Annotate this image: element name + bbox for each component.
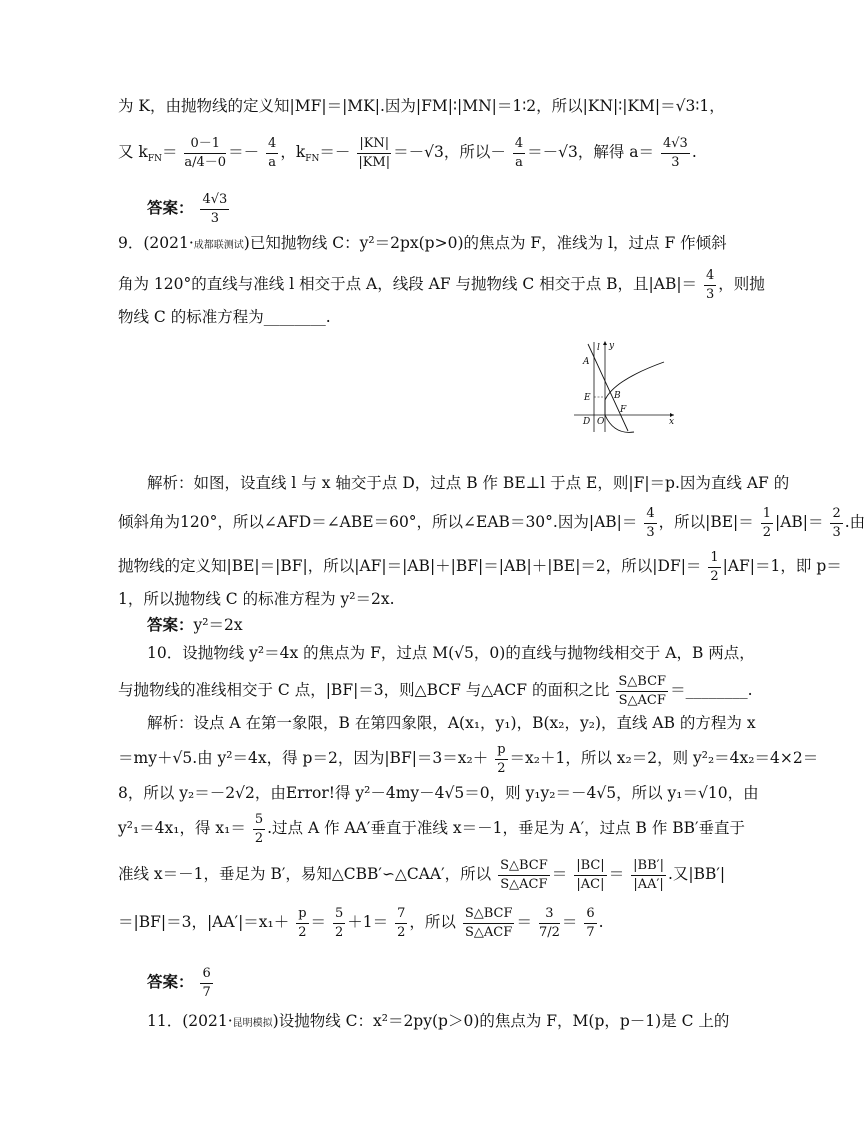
fraction: $\frac{5}{2}$ — [334, 905, 344, 940]
question-line: 11．(2021·昆明模拟)设抛物线 C：x²＝2py(p＞0)的焦点为 F，M(p，p－1)是 C 上的 — [147, 1012, 730, 1030]
solution-line: 抛物线的定义知|BE|＝|BF|，所以|AF|＝|AB|＋|BF|＝|AB|＋|BE|＝2，所以|DF|＝ $\frac{1}{2}$ |AF|＝1，即 p＝ — [118, 549, 842, 584]
fraction: $\frac{6}{7}$ — [586, 905, 595, 940]
axis-label: y — [609, 341, 615, 351]
point-label: F — [620, 405, 627, 415]
answer-line: 答案： $\frac{6}{7}$ — [147, 965, 211, 1000]
point-label: O — [597, 417, 605, 427]
text-line: 又 $k_{FN}=$ $\frac{0-1}{a/4-0}$ ＝－ $\frac{4}{a}$ ，$k_{FN}=-$ $\frac{|KN|}{|KM|}$ ＝－√3，所以－ $\frac{4}{a}$ ＝－√3，解得 a＝ $\frac{4√3}{3}$ . — [118, 135, 697, 170]
solution-line: ＝|BF|＝3，|AA′|＝x₁＋ $\frac{p}{2}$ ＝ $\frac{5}{2}$ ＋1＝ $\frac{7}{2}$ ，所以 $\frac{\text{S△BCF}}{\text{S△ACF}}$ ＝ $\frac{3}{7/2}$ ＝ $\frac{6}{7}$ . — [118, 905, 604, 940]
fraction: $\frac{4√3}{3}$ — [202, 191, 228, 226]
fraction: $\frac{\text{S△BCF}}{\text{S△ACF}}$ — [618, 673, 667, 708]
answer-line: 答案：y²＝2x — [147, 615, 243, 634]
solution-line: 倾斜角为120°，所以∠AFD＝∠ABE＝60°，所以∠EAB＝30°.因为|AB|＝ $\frac{4}{3}$ ，所以|BE|＝ $\frac{1}{2}$ |AB|＝ $\frac{2}{3}$ .由 — [118, 505, 865, 540]
fraction: $\frac{0-1}{a/4-0}$ — [184, 135, 227, 170]
solution-line: 准线 x＝－1，垂足为 B′，易知△CBB′∽△CAA′，所以 $\frac{\text{S△BCF}}{\text{S△ACF}}$ ＝ $\frac{|BC|}{|AC|}$ ＝ $\frac{|BB'|}{|AA'|}$ .又|BB′| — [118, 857, 726, 892]
fraction: $\frac{3}{7/2}$ — [538, 905, 560, 940]
solution-line: 8，所以 y₂＝－2√2，由Error!得 y²－4my－4√5＝0，则 y₁y₂＝－4√5，所以 y₁＝√10，由 — [118, 784, 759, 802]
axis-label: x — [669, 417, 675, 427]
point-label: D — [583, 417, 591, 427]
point-label: A — [583, 357, 590, 367]
solution-line: 解析：如图，设直线 l 与 x 轴交于点 D，过点 B 作 BE⊥l 于点 E，则|F|＝p.因为直线 AF 的 — [147, 474, 790, 492]
fraction: $\frac{1}{2}$ — [710, 549, 719, 584]
solution-line: 解析：设点 A 在第一象限，B 在第四象限，A(x₁，y₁)，B(x₂，y₂)，直线 AB 的方程为 x — [147, 714, 756, 732]
point-label: E — [584, 393, 591, 403]
fraction: $\frac{\text{S△BCF}}{\text{S△ACF}}$ — [500, 857, 548, 892]
fraction: $\frac{4}{a}$ — [514, 135, 524, 170]
point-label: B — [614, 391, 621, 401]
solution-line: 1，所以抛物线 C 的标准方程为 y²＝2x. — [118, 590, 395, 608]
fraction: $\frac{7}{2}$ — [397, 905, 406, 940]
question-line: 与抛物线的准线相交于 C 点，|BF|＝3，则△BCF 与△ACF 的面积之比 $\frac{\text{S△BCF}}{\text{S△ACF}}$ ＝________. — [118, 673, 753, 708]
question-line: 角为 120°的直线与准线 l 相交于点 A，线段 AF 与抛物线 C 相交于点 B，且|AB|＝ $\frac{4}{3}$ ，则抛 — [118, 267, 765, 302]
fraction: $\frac{4√3}{3}$ — [663, 135, 688, 170]
question-line: 物线 C 的标准方程为________. — [118, 308, 331, 326]
fraction: $\frac{|BC|}{|AC|}$ — [576, 857, 605, 892]
fraction: $\frac{p}{2}$ — [298, 905, 307, 940]
fraction: $\frac{p}{2}$ — [497, 741, 506, 776]
answer-line: 答案： $\frac{4√3}{3}$ — [147, 191, 228, 226]
fraction: $\frac{4}{a}$ — [268, 135, 277, 170]
question-line: 9．(2021·成都联测试)已知抛物线 C：y²＝2px(p>0)的焦点为 F，准线为 l，过点 F 作倾斜 — [118, 234, 727, 252]
fraction: $\frac{4}{3}$ — [646, 505, 655, 540]
fraction: $\frac{2}{3}$ — [832, 505, 841, 540]
point-label: l — [597, 343, 600, 353]
fraction: $\frac{1}{2}$ — [762, 505, 771, 540]
fraction: $\frac{|BB'|}{|AA'|}$ — [633, 857, 664, 892]
fraction: $\frac{5}{2}$ — [254, 811, 264, 846]
parabola-figure — [574, 340, 676, 432]
fraction: $\frac{\text{S△BCF}}{\text{S△ACF}}$ — [464, 905, 513, 940]
question-line: 10．设抛物线 y²＝4x 的焦点为 F，过点 M(√5，0)的直线与抛物线相交于 A，B 两点， — [147, 644, 755, 662]
solution-line: y²₁＝4x₁，得 x₁＝ $\frac{5}{2}$ .过点 A 作 AA′垂直于准线 x＝－1，垂足为 A′，过点 B 作 BB′垂直于 — [118, 811, 746, 846]
fraction: $\frac{6}{7}$ — [202, 965, 211, 1000]
solution-line: ＝my＋√5.由 y²＝4x，得 p＝2，因为|BF|＝3＝x₂＋ $\frac{p}{2}$ ＝x₂＋1，所以 x₂＝2，则 y²₂＝4x₂＝4×2＝ — [118, 741, 819, 776]
fraction: $\frac{|KN|}{|KM|}$ — [358, 135, 391, 170]
fraction: $\frac{4}{3}$ — [706, 267, 715, 302]
text-line: 为 K，由抛物线的定义知|MF|＝|MK|.因为|FM|∶|MN|＝1∶2，所以|KN|∶|KM|＝√3∶1， — [118, 97, 725, 115]
